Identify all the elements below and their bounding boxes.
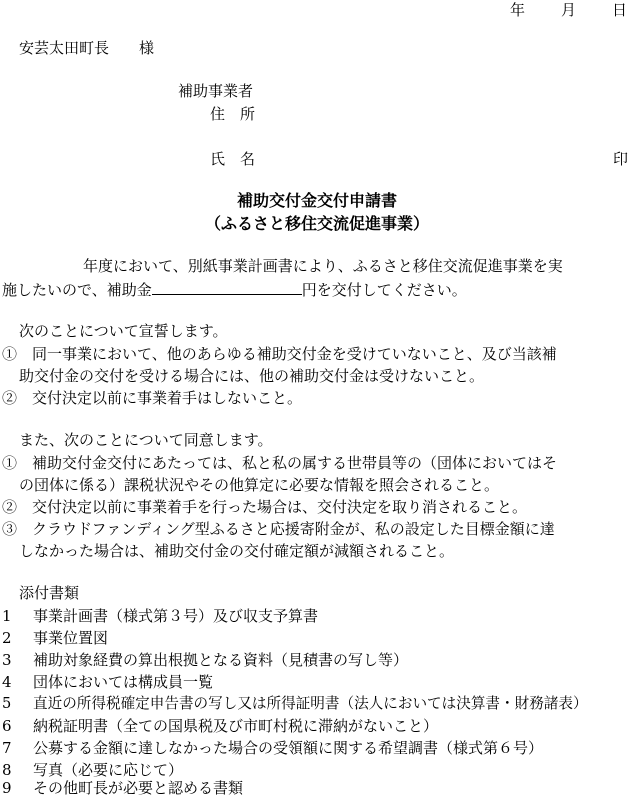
attachment-num: 9 <box>2 779 12 797</box>
body-line-2-after: 円を交付してください。 <box>301 281 467 299</box>
attachment-num: 5 <box>2 695 12 712</box>
document-subtitle: （ふるさと移住交流促進事業） <box>204 214 429 233</box>
attachment-text: 納税証明書（全ての国県税及び市町村税に滞納がないこと） <box>33 717 439 735</box>
consent-item-3-line-2: しなかった場合は、補助交付金の交付確定額が減額されること。 <box>19 542 455 560</box>
body-line-2 <box>2 279 467 300</box>
attachments-heading: 添付書類 <box>19 584 80 602</box>
consent-item-2: ② 交付決定以前に事業着手を行った場合は、交付決定を取り消されること。 <box>2 498 528 516</box>
attachment-num: 4 <box>2 673 12 691</box>
consent-heading: また、次のことについて同意します。 <box>19 431 273 449</box>
attachment-text: 団体においては構成員一覧 <box>33 673 214 691</box>
attachment-num: 1 <box>2 607 12 625</box>
attachment-num: 2 <box>2 629 12 647</box>
attachment-item <box>2 606 318 626</box>
oath-item-1-line-2: 助交付金の交付を受ける場合には、他の補助交付金は受けないこと。 <box>19 367 485 385</box>
addressee: 安芸太田町長 様 <box>19 39 155 57</box>
document-title: 補助交付金交付申請書 <box>236 191 397 210</box>
attachment-text: 事業計画書（様式第３号）及び収支予算書 <box>33 607 319 625</box>
attachment-text: 補助対象経費の算出根拠となる資料（見積書の写し等） <box>33 651 409 669</box>
applicant-label: 補助事業者 <box>178 82 254 100</box>
consent-item-1-line-2: の団体に係る）課税状況やその他算定に必要な情報を照会されること。 <box>19 476 500 494</box>
attachment-text: 事業位置図 <box>33 629 109 647</box>
attachment-num: 7 <box>2 739 12 757</box>
consent-item-1-line-1: ① 補助交付金交付にあたっては、私と私の属する世帯員等の（団体においてはそ <box>2 454 558 472</box>
oath-item-1-line-1: ① 同一事業において、他のあらゆる補助交付金を受けていないこと、及び当該補 <box>2 345 557 363</box>
date-year: 年 <box>510 1 526 19</box>
amount-blank-line <box>152 279 302 295</box>
oath-item-2: ② 交付決定以前に事業着手はしないこと。 <box>2 389 303 407</box>
attachment-item <box>2 650 408 670</box>
attachment-item <box>2 672 213 692</box>
attachment-item <box>2 694 588 714</box>
oath-heading: 次のことについて宣誓します。 <box>19 322 228 340</box>
date-day: 日 <box>612 1 628 19</box>
attachment-item <box>2 628 108 648</box>
name-label: 氏 名 <box>210 150 256 168</box>
address-label: 住 所 <box>210 105 256 123</box>
attachment-num: 6 <box>2 717 12 735</box>
body-line-1: 年度において、別紙事業計画書により、ふるさと移住交流促進事業を実 <box>83 257 563 275</box>
attachment-item <box>2 760 183 780</box>
body-line-2-before: 施したいので、補助金 <box>2 281 152 299</box>
attachment-item <box>2 778 243 798</box>
attachment-text: 公募する金額に達しなかった場合の受領額に関する希望調書（様式第６号） <box>33 739 544 757</box>
consent-item-3-line-1: ③ クラウドファンディング型ふるさと応援寄附金が、私の設定した目標金額に達 <box>2 520 555 538</box>
attachment-text: 直近の所得税確定申告書の写し又は所得証明書（法人においては決算書・財務諸表） <box>33 695 588 712</box>
date-month: 月 <box>561 1 577 19</box>
seal-mark: 印 <box>613 150 629 168</box>
attachment-num: 8 <box>2 761 12 779</box>
attachment-item <box>2 716 438 736</box>
attachment-num: 3 <box>2 651 12 669</box>
attachment-item <box>2 738 543 758</box>
attachment-text: その他町長が必要と認める書類 <box>33 779 244 797</box>
attachment-text: 写真（必要に応じて） <box>33 761 184 779</box>
